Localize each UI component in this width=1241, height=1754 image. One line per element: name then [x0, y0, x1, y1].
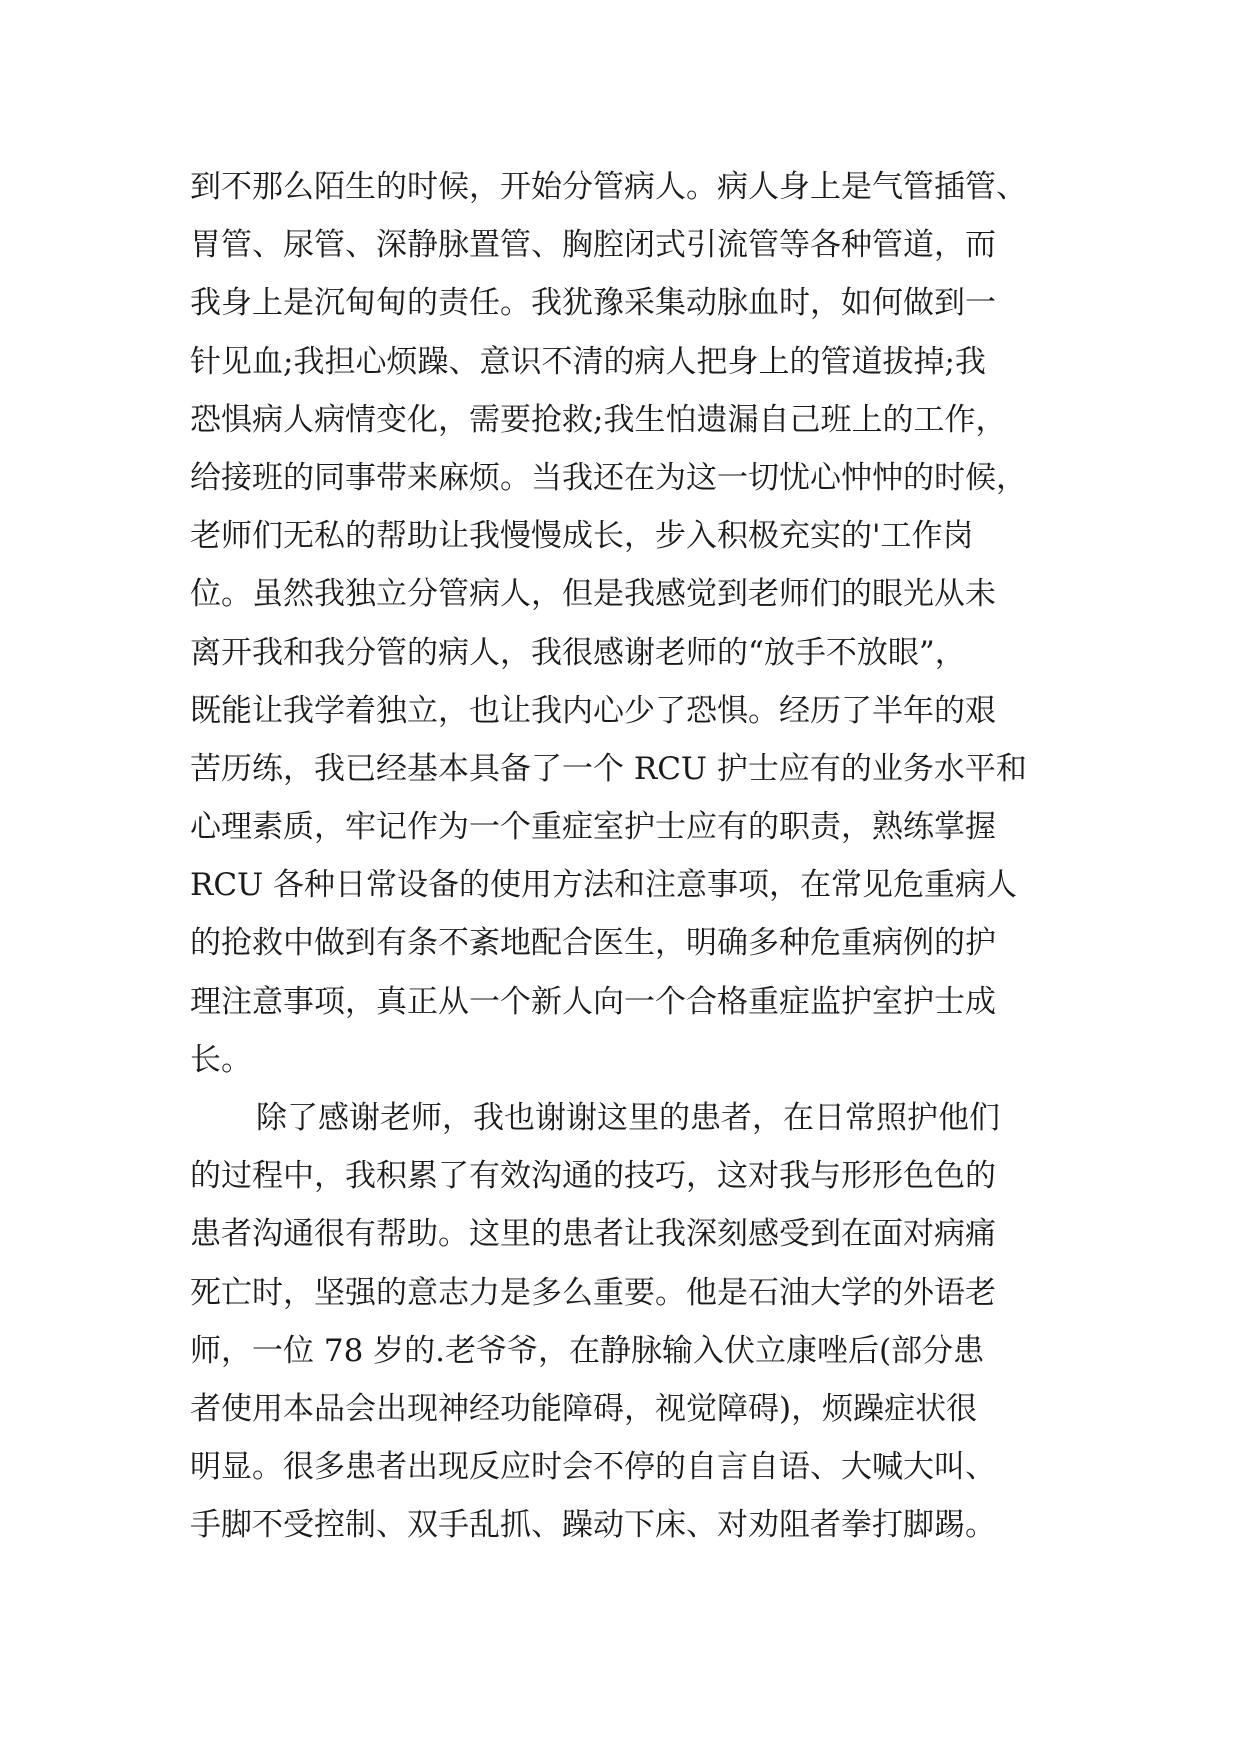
text-line: 给接班的同事带来麻烦。当我还在为这一切忧心忡忡的时候，: [190, 459, 1027, 496]
text-line: 到不那么陌生的时候，开始分管病人。病人身上是气管插管、: [190, 169, 1027, 205]
text-line: 心理素质，牢记作为一个重症室护士应有的职责，熟练掌握: [190, 809, 996, 846]
text-line: 我身上是沉甸甸的责任。我犹豫采集动脉血时，如何做到一: [190, 285, 996, 322]
text-line: 的抢救中做到有条不紊地配合医生，明确多种危重病例的护: [190, 925, 996, 962]
text-line: 者使用本品会出现神经功能障碍，视觉障碍)，烦躁症状很: [190, 1390, 978, 1427]
text-line: 患者沟通很有帮助。这里的患者让我深刻感受到在面对病痛: [190, 1216, 996, 1253]
text-line: 既能让我学着独立，也让我内心少了恐惧。经历了半年的艰: [190, 692, 996, 729]
text-line: 恐惧病人病情变化，需要抢救;我生怕遗漏自己班上的工作，: [190, 401, 1007, 438]
paragraph-first-line: 除了感谢老师，我也谢谢这里的患者，在日常照护他们: [256, 1100, 1000, 1136]
text-line: 位。虽然我独立分管病人，但是我感觉到老师们的眼光从未: [190, 576, 996, 613]
text-line: RCU 各种日常设备的使用方法和注意事项，在常见危重病人: [190, 867, 1018, 904]
document-body: [190, 158, 1070, 1555]
text-line: 的过程中，我积累了有效沟通的技巧，这对我与形形色色的: [190, 1158, 996, 1195]
text-line: 师，一位 78 岁的.老爷爷，在静脉输入伏立康唑后(部分患: [190, 1332, 985, 1369]
text-line: 手脚不受控制、双手乱抓、躁动下床、对劝阻者拳打脚踢。: [190, 1507, 996, 1544]
text-line: 老师们无私的帮助让我慢慢成长，步入积极充实的'工作岗: [190, 518, 974, 555]
text-line: 死亡时，坚强的意志力是多么重要。他是石油大学的外语老: [190, 1274, 996, 1311]
text-line: 理注意事项，真正从一个新人向一个合格重症监护室护士成: [190, 983, 996, 1020]
text-line: 针见血;我担心烦躁、意识不清的病人把身上的管道拔掉;我: [190, 343, 986, 380]
text-line: 苦历练，我已经基本具备了一个 RCU 护士应有的业务水平和: [190, 750, 1027, 787]
text-line: 长。: [190, 1041, 252, 1078]
text-line: 离开我和我分管的病人，我很感谢老师的“放手不放眼”，: [190, 634, 966, 671]
text-line: 胃管、尿管、深静脉置管、胸腔闭式引流管等各种管道，而: [190, 227, 996, 264]
text-line: 明显。很多患者出现反应时会不停的自言自语、大喊大叫、: [190, 1449, 996, 1486]
